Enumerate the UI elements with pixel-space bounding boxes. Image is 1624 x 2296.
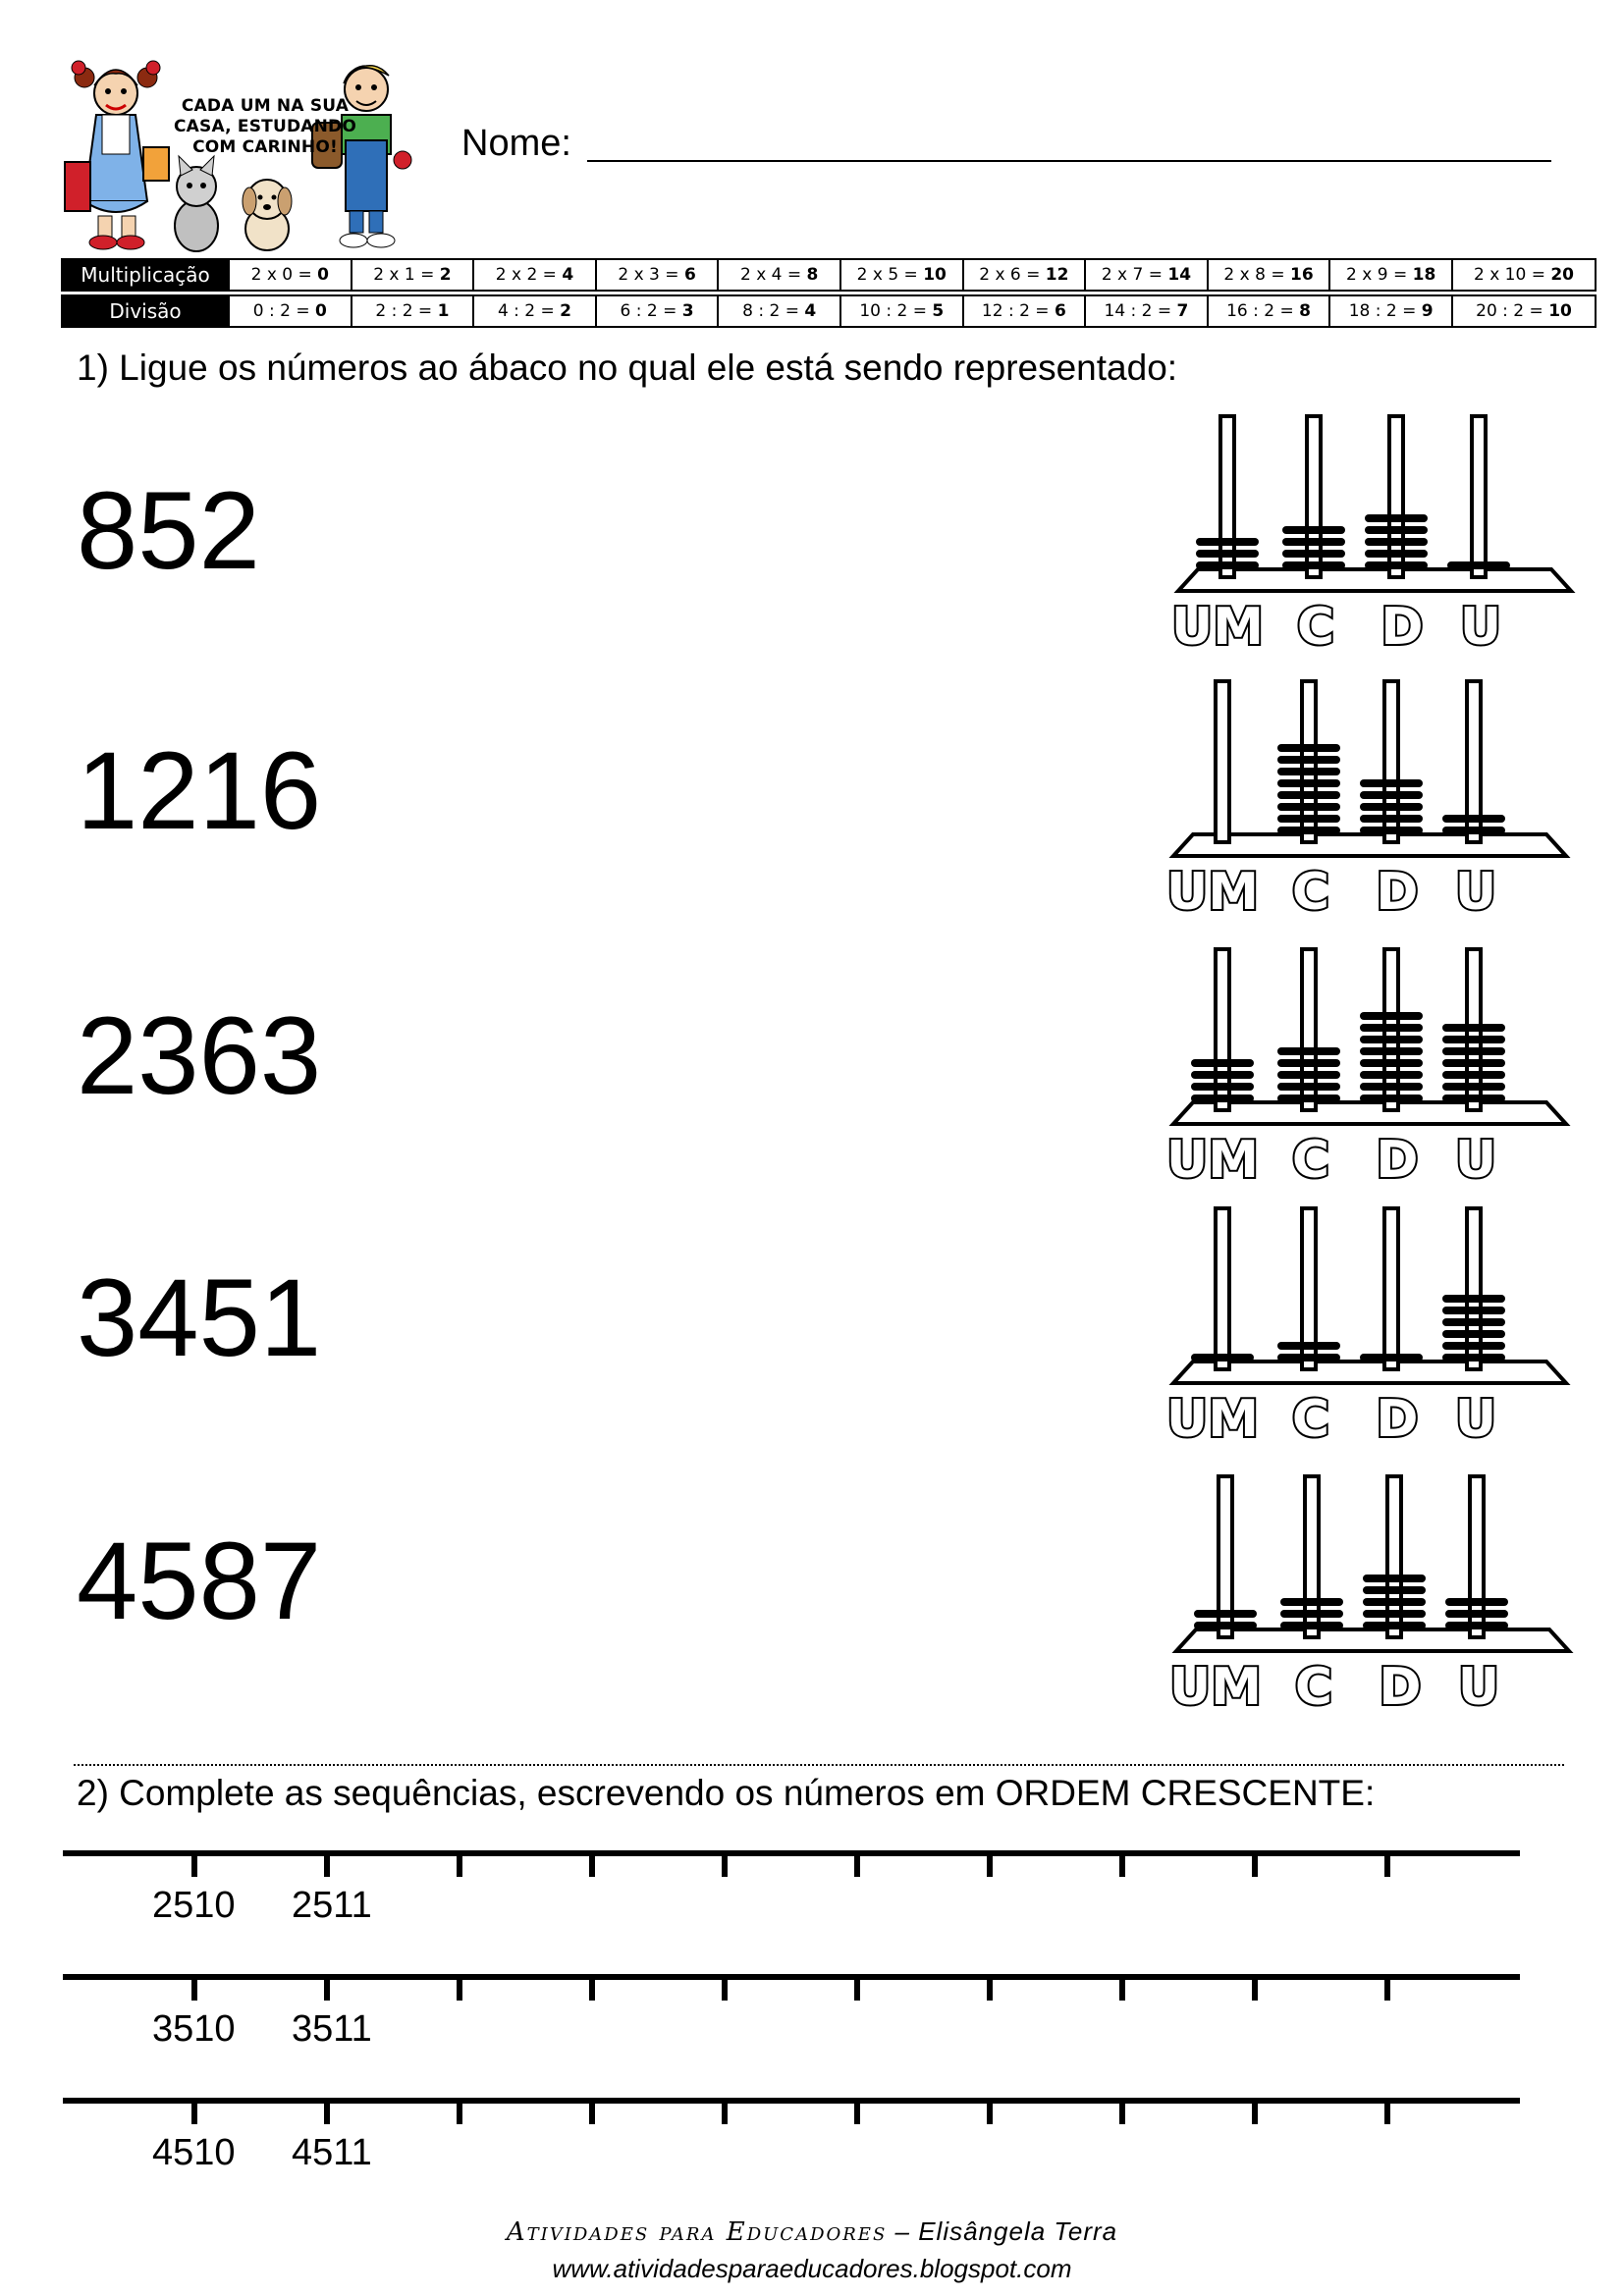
abacus-bead (1277, 1047, 1340, 1055)
division-result: 7 (1176, 301, 1189, 321)
abacus-base (1176, 1629, 1569, 1651)
multiplication-expression: 2 x 6 = (979, 265, 1046, 285)
multiplication-cell (1208, 259, 1330, 291)
abacus-bead (1360, 1059, 1423, 1067)
division-expression: 0 : 2 = (252, 301, 315, 321)
abacus-bead (1360, 1083, 1423, 1091)
abacus-bead (1442, 1047, 1505, 1055)
abacus-bead (1360, 803, 1423, 811)
multiplication-cell (1329, 259, 1452, 291)
section-divider (74, 1764, 1564, 1766)
abacus-bead (1280, 1598, 1343, 1606)
division-result: 4 (804, 301, 817, 321)
multiplication-cell (352, 259, 474, 291)
abacus-bead (1282, 538, 1345, 546)
question-1-text: 1) Ligue os números ao ábaco no qual ele está sendo representado: (77, 347, 1178, 388)
abacus-bead (1277, 768, 1340, 775)
abacus-bead (1442, 1330, 1505, 1338)
abacus-bead (1442, 1071, 1505, 1079)
abacus-base (1178, 569, 1571, 591)
abacus-2[interactable] (1164, 677, 1576, 923)
footer-credit (0, 2216, 1624, 2247)
abacus-bead (1365, 514, 1428, 522)
abacus-bead (1360, 779, 1423, 787)
abacus-bead (1277, 756, 1340, 764)
division-cell (718, 295, 840, 327)
division-expression: 18 : 2 = (1348, 301, 1422, 321)
multiplication-result: 16 (1289, 265, 1314, 285)
abacus-label: UM (1166, 1390, 1259, 1449)
division-result: 10 (1548, 301, 1572, 321)
abacus-bead (1280, 1610, 1343, 1618)
abacus-bead (1442, 1342, 1505, 1350)
sequence-2-value: 3511 (292, 2008, 372, 2050)
abacus-bead (1442, 1295, 1505, 1303)
multiplication-result: 14 (1167, 265, 1192, 285)
sequence-3-value: 4510 (152, 2132, 236, 2173)
abacus-bead (1194, 1622, 1257, 1629)
division-cell (840, 295, 963, 327)
abacus-1[interactable] (1168, 412, 1581, 658)
abacus-bead (1360, 791, 1423, 799)
multiplication-result: 8 (806, 265, 819, 285)
multiplication-expression: 2 x 7 = (1101, 265, 1168, 285)
multiplication-cell (718, 259, 840, 291)
number-3451[interactable]: 3451 (77, 1256, 322, 1379)
abacus-bead (1442, 827, 1505, 834)
abacus-5[interactable] (1166, 1472, 1579, 1718)
abacus-rod (1472, 416, 1486, 577)
abacus-base (1173, 834, 1566, 856)
logo-caption-line: CADA UM NA SUA (181, 96, 350, 116)
multiplication-expression: 2 x 0 = (250, 265, 318, 285)
abacus-label: C (1291, 1131, 1330, 1190)
name-label: Nome: (461, 123, 571, 164)
division-result: 0 (314, 301, 327, 321)
division-cell (1452, 295, 1596, 327)
sequence-1-value: 2511 (292, 1885, 372, 1926)
abacus-bead (1360, 815, 1423, 823)
division-result: 2 (560, 301, 572, 321)
division-result: 9 (1421, 301, 1434, 321)
abacus-bead (1277, 1071, 1340, 1079)
multiplication-result: 20 (1550, 265, 1575, 285)
abacus-bead (1360, 827, 1423, 834)
multiplication-cell (840, 259, 963, 291)
division-result: 6 (1054, 301, 1066, 321)
abacus-bead (1442, 1318, 1505, 1326)
division-expression: 2 : 2 = (375, 301, 438, 321)
abacus-label: C (1296, 598, 1335, 657)
division-cell (1085, 295, 1208, 327)
abacus-bead (1363, 1622, 1426, 1629)
abacus-bead (1447, 561, 1510, 569)
multiplication-expression: 2 x 5 = (856, 265, 924, 285)
abacus-bead (1365, 561, 1428, 569)
logo-caption-line: CASA, ESTUDANDO (173, 117, 357, 136)
abacus-bead (1442, 1083, 1505, 1091)
abacus-bead (1277, 744, 1340, 752)
abacus-bead (1277, 791, 1340, 799)
abacus-label: C (1291, 1390, 1330, 1449)
abacus-bead (1194, 1610, 1257, 1618)
division-expression: 6 : 2 = (620, 301, 682, 321)
abacus-bead (1365, 538, 1428, 546)
division-cell (473, 295, 596, 327)
multiplication-cell (1085, 259, 1208, 291)
abacus-bead (1442, 1354, 1505, 1362)
abacus-base (1173, 1362, 1566, 1383)
abacus-bead (1191, 1083, 1254, 1091)
division-cell (1329, 295, 1452, 327)
division-result: 8 (1299, 301, 1311, 321)
abacus-bead (1277, 1083, 1340, 1091)
division-cell (963, 295, 1086, 327)
division-cell (229, 295, 352, 327)
question-2-text: 2) Complete as sequências, escrevendo os números em ORDEM CRESCENTE: (77, 1773, 1376, 1813)
abacus-bead (1442, 1024, 1505, 1032)
abacus-3[interactable] (1164, 945, 1576, 1191)
logo-caption-line: COM CARINHO! (192, 137, 338, 157)
number-852[interactable]: 852 (77, 469, 260, 592)
multiplication-label: Multiplicação (62, 259, 229, 291)
abacus-bead (1442, 1036, 1505, 1043)
number-4587[interactable]: 4587 (77, 1520, 322, 1642)
multiplication-cell (596, 259, 719, 291)
division-cell (596, 295, 719, 327)
abacus-bead (1442, 1095, 1505, 1102)
abacus-base (1173, 1102, 1566, 1124)
multiplication-expression: 2 x 10 = (1473, 265, 1551, 285)
abacus-bead (1363, 1598, 1426, 1606)
abacus-bead (1360, 1095, 1423, 1102)
sequence-1-value: 2510 (152, 1885, 236, 1926)
abacus-bead (1442, 815, 1505, 823)
abacus-label: UM (1166, 1131, 1259, 1190)
division-expression: 10 : 2 = (859, 301, 933, 321)
abacus-bead (1196, 561, 1259, 569)
name-input-line[interactable] (587, 160, 1551, 162)
abacus-bead (1191, 1354, 1254, 1362)
abacus-bead (1196, 538, 1259, 546)
multiplication-result: 2 (439, 265, 452, 285)
division-expression: 16 : 2 = (1226, 301, 1300, 321)
abacus-label: U (1454, 1390, 1497, 1449)
abacus-label: UM (1171, 598, 1264, 657)
division-result: 5 (932, 301, 945, 321)
abacus-label: D (1380, 598, 1424, 657)
abacus-rod (1216, 681, 1229, 842)
abacus-bead (1277, 1342, 1340, 1350)
abacus-bead (1282, 550, 1345, 558)
abacus-bead (1445, 1622, 1508, 1629)
abacus-bead (1277, 1059, 1340, 1067)
footer-site-name: Atividades para Educadores (506, 2217, 888, 2247)
abacus-bead (1277, 1095, 1340, 1102)
division-expression: 14 : 2 = (1104, 301, 1177, 321)
abacus-label: U (1457, 1658, 1500, 1717)
abacus-bead (1280, 1622, 1343, 1629)
girl-icon (65, 61, 169, 249)
abacus-label: C (1294, 1658, 1333, 1717)
logo-caption (172, 96, 358, 158)
division-expression: 4 : 2 = (497, 301, 561, 321)
multiplication-result: 0 (317, 265, 329, 285)
abacus-bead (1277, 803, 1340, 811)
multiplication-table (61, 258, 1597, 292)
number-2363[interactable]: 2363 (77, 994, 322, 1117)
division-label: Divisão (62, 295, 229, 327)
abacus-bead (1282, 526, 1345, 534)
sequence-2-value: 3510 (152, 2008, 236, 2050)
multiplication-result: 18 (1412, 265, 1436, 285)
abacus-bead (1442, 1307, 1505, 1314)
abacus-bead (1445, 1610, 1508, 1618)
abacus-bead (1442, 1059, 1505, 1067)
cat-icon (175, 156, 218, 251)
division-expression: 8 : 2 = (742, 301, 805, 321)
multiplication-result: 6 (683, 265, 696, 285)
multiplication-cell (473, 259, 596, 291)
abacus-bead (1191, 1095, 1254, 1102)
division-result: 3 (681, 301, 694, 321)
abacus-bead (1360, 1012, 1423, 1020)
abacus-label: U (1459, 598, 1502, 657)
abacus-rod (1216, 1208, 1229, 1369)
multiplication-result: 12 (1045, 265, 1069, 285)
sequence-3-value: 4511 (292, 2132, 372, 2173)
abacus-bead (1360, 1036, 1423, 1043)
multiplication-expression: 2 x 2 = (495, 265, 563, 285)
division-expression: 12 : 2 = (981, 301, 1055, 321)
division-expression: 20 : 2 = (1476, 301, 1549, 321)
abacus-bead (1363, 1575, 1426, 1582)
abacus-bead (1363, 1610, 1426, 1618)
number-1216[interactable]: 1216 (77, 729, 322, 852)
abacus-label: UM (1169, 1658, 1262, 1717)
abacus-bead (1277, 827, 1340, 834)
abacus-rod (1384, 1208, 1398, 1369)
abacus-bead (1282, 561, 1345, 569)
multiplication-result: 10 (923, 265, 947, 285)
abacus-bead (1277, 815, 1340, 823)
abacus-bead (1365, 526, 1428, 534)
abacus-bead (1363, 1586, 1426, 1594)
abacus-bead (1365, 550, 1428, 558)
abacus-label: D (1376, 1390, 1419, 1449)
abacus-bead (1445, 1598, 1508, 1606)
abacus-bead (1360, 1354, 1423, 1362)
division-table (61, 294, 1597, 328)
abacus-label: U (1454, 1131, 1497, 1190)
abacus-label: U (1454, 863, 1497, 922)
abacus-label: D (1379, 1658, 1422, 1717)
abacus-bead (1191, 1071, 1254, 1079)
multiplication-expression: 2 x 9 = (1346, 265, 1413, 285)
division-result: 1 (437, 301, 450, 321)
multiplication-cell (229, 259, 352, 291)
footer-author: – Elisângela Terra (887, 2216, 1118, 2246)
footer-url[interactable]: www.atividadesparaeducadores.blogspot.com (552, 2254, 1072, 2283)
division-cell (1208, 295, 1330, 327)
multiplication-expression: 2 x 3 = (618, 265, 684, 285)
abacus-bead (1196, 550, 1259, 558)
abacus-label: C (1291, 863, 1330, 922)
multiplication-cell (963, 259, 1086, 291)
abacus-label: D (1376, 1131, 1419, 1190)
abacus-bead (1191, 1059, 1254, 1067)
division-cell (352, 295, 474, 327)
dog-icon (243, 180, 292, 250)
multiplication-expression: 2 x 8 = (1223, 265, 1290, 285)
abacus-bead (1277, 1354, 1340, 1362)
abacus-bead (1360, 1047, 1423, 1055)
abacus-bead (1360, 1071, 1423, 1079)
abacus-label: D (1376, 863, 1419, 922)
abacus-bead (1360, 1024, 1423, 1032)
multiplication-result: 4 (562, 265, 574, 285)
multiplication-cell (1452, 259, 1596, 291)
multiplication-expression: 2 x 4 = (739, 265, 807, 285)
abacus-4[interactable] (1164, 1204, 1576, 1450)
abacus-bead (1277, 779, 1340, 787)
abacus-label: UM (1166, 863, 1259, 922)
multiplication-expression: 2 x 1 = (373, 265, 440, 285)
